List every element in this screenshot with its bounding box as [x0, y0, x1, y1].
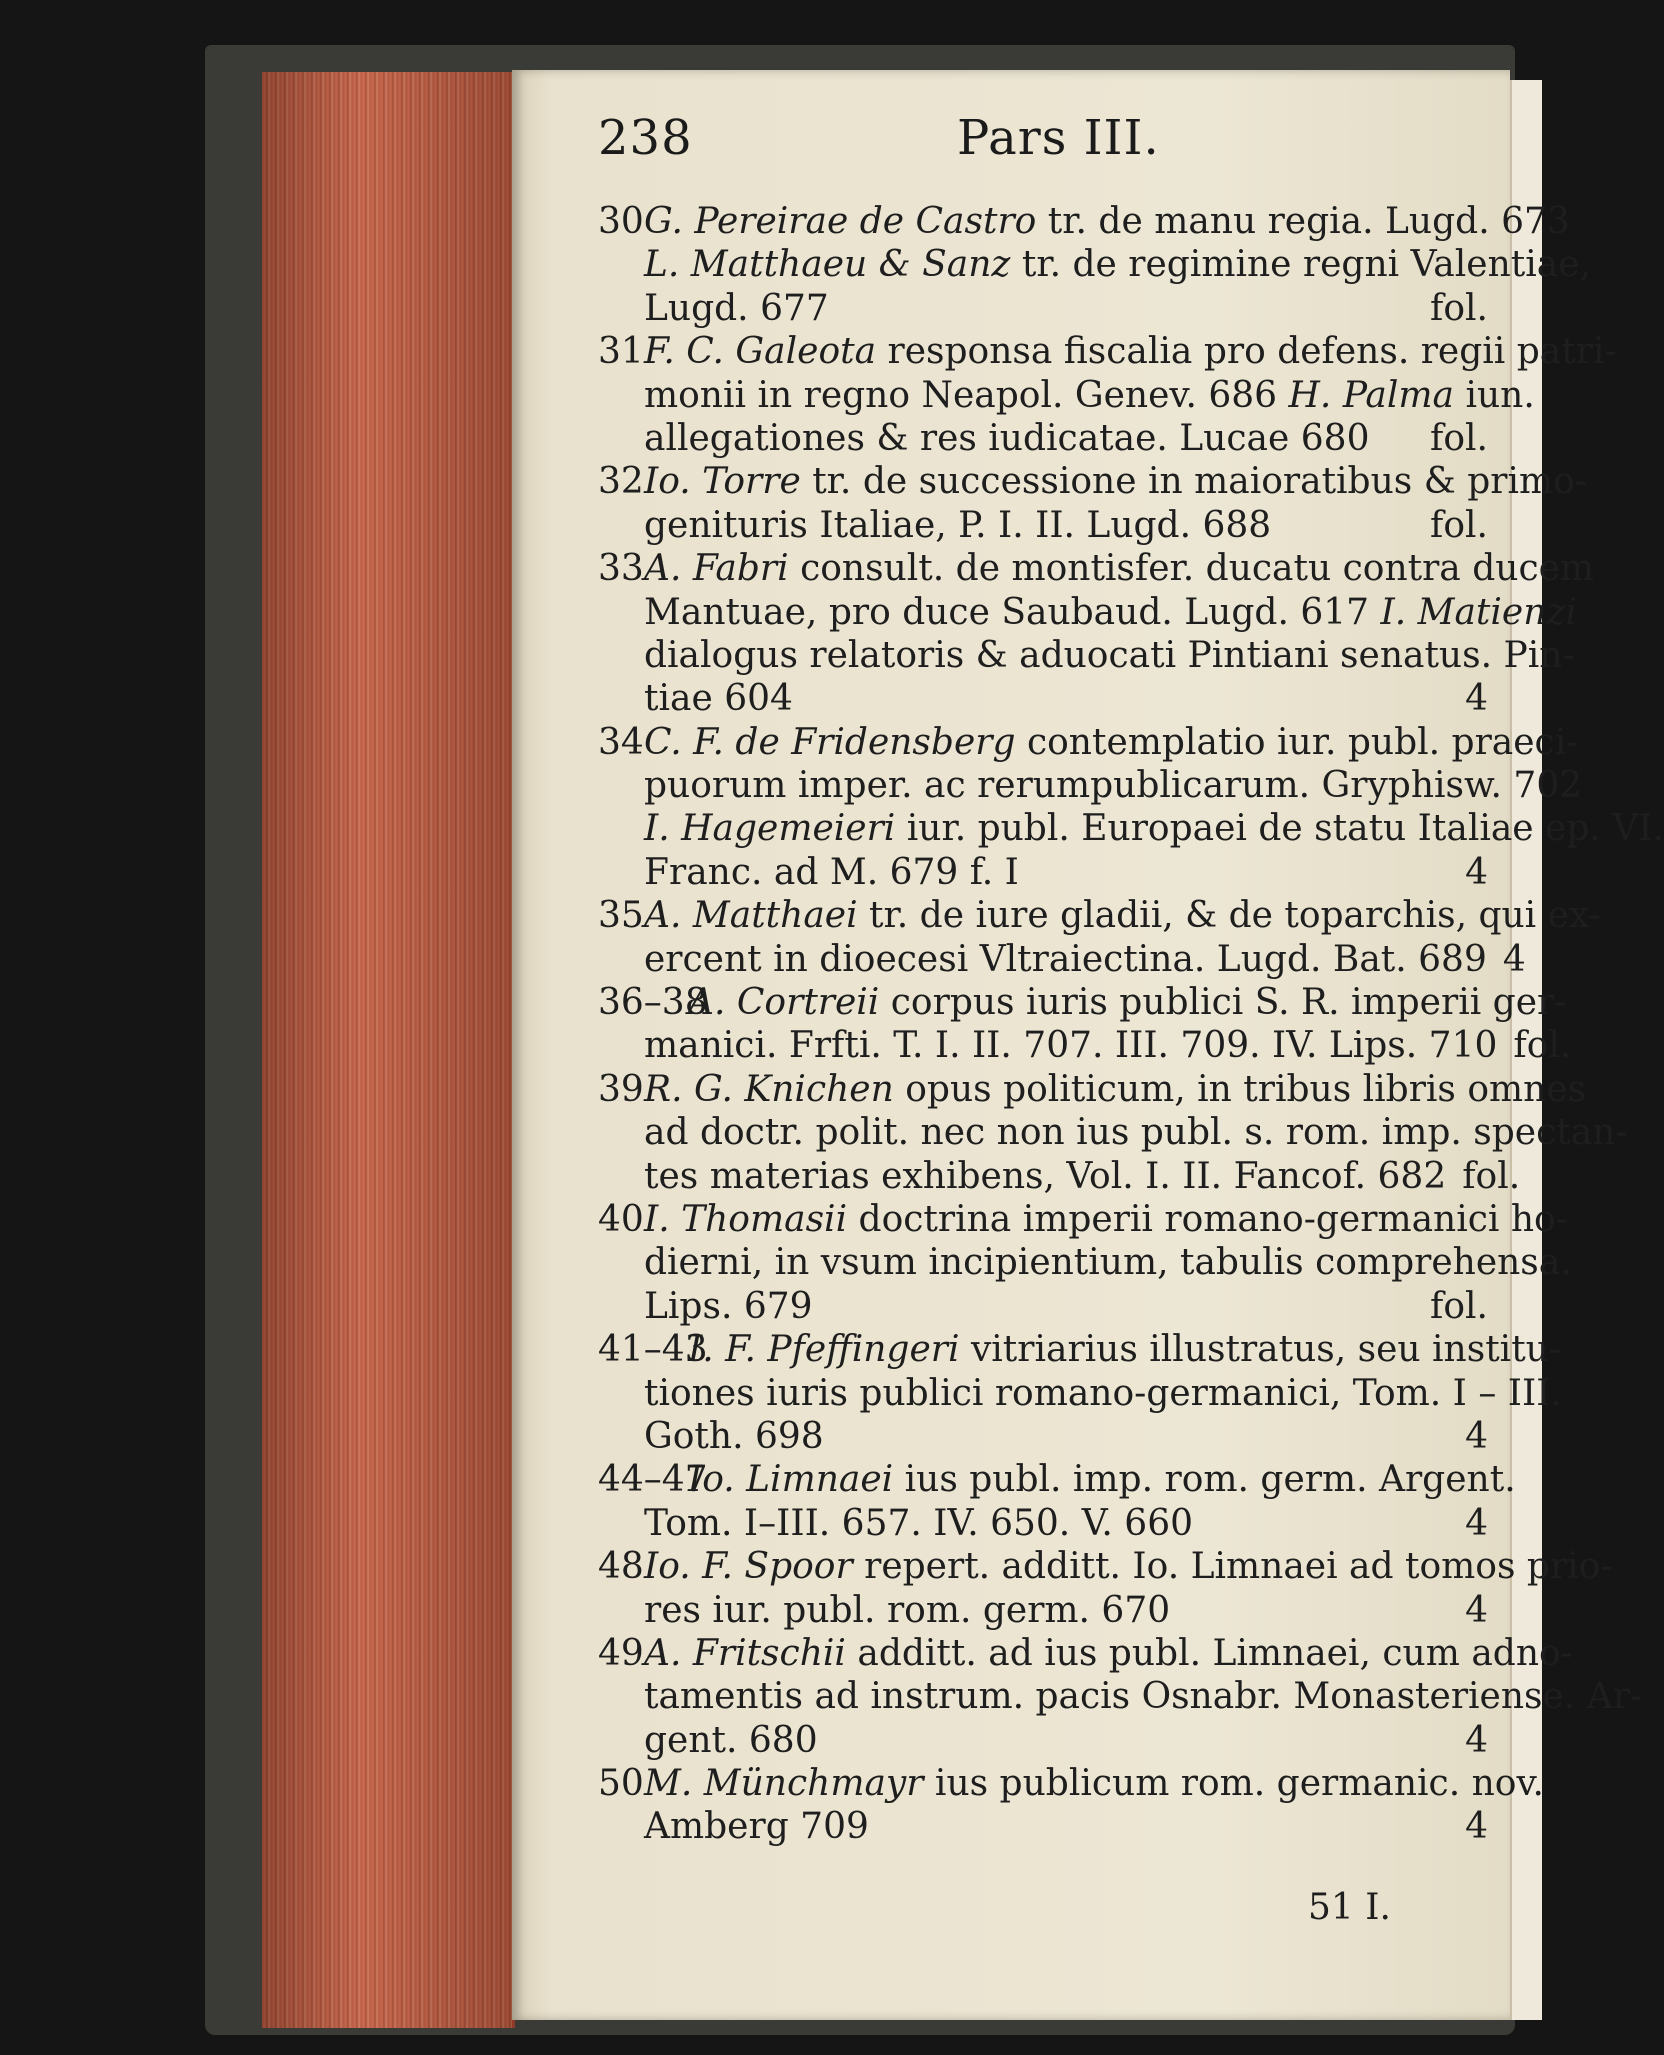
entry-line: [598, 1675, 1643, 1718]
format-label: 4: [1465, 1719, 1488, 1761]
entry-line: [598, 591, 1577, 634]
title-text: ad doctr. polit. nec non ius publ. s. rom. imp. spectan-: [644, 1112, 1628, 1154]
title-text: iur. publ. Europaei de statu Italiae ep. VI.: [895, 808, 1664, 850]
entry-number: 33: [598, 548, 644, 590]
catalog-entry: [598, 1545, 1613, 1632]
title-text: gent. 680: [644, 1719, 818, 1761]
entry-line-text: [598, 243, 1591, 286]
entry-line: [598, 1589, 1488, 1632]
entry-line: [598, 1328, 1562, 1371]
entry-line-text: [598, 1632, 1573, 1675]
catalog-entry: [598, 1198, 1572, 1328]
entry-line-text: [598, 287, 1414, 330]
entry-line: [598, 374, 1535, 417]
page-number: 238: [598, 110, 693, 166]
title-text: additt. ad ius publ. Limnaei, cum adno-: [845, 1632, 1573, 1674]
title-text: genituris Italiae, P. I. II. Lugd. 688: [644, 504, 1272, 546]
entry-line-text: [598, 764, 1582, 807]
entry-number: 36–38: [598, 982, 708, 1024]
title-text: tiones iuris publici romano-germanici, Tom. I – III.: [644, 1372, 1562, 1414]
title-text: Lugd. 677: [644, 287, 829, 329]
entry-line-text: [598, 1719, 1449, 1762]
entry-line: [598, 1805, 1488, 1848]
title-text: iun.: [1454, 374, 1535, 416]
author-name: I. Hagemeieri: [644, 808, 896, 850]
section-title: Pars III.: [957, 110, 1160, 166]
catalog-entry: [598, 460, 1587, 547]
author-name: C. F. de Fridensberg: [644, 721, 1016, 763]
catalog-entry: [598, 1632, 1643, 1762]
catalog-entry: [598, 1762, 1544, 1849]
entry-line: [598, 1068, 1587, 1111]
entry-line: [598, 1458, 1516, 1501]
title-text: dialogus relatoris & aduocati Pintiani senatus. Pin-: [644, 634, 1575, 676]
entry-line: [598, 1111, 1628, 1154]
entry-line-text: [598, 634, 1575, 677]
entry-line: [598, 894, 1601, 937]
entry-number: 30: [598, 201, 644, 242]
author-name: I. F. Pfeffingeri: [688, 1329, 960, 1371]
format-label: fol.: [1430, 287, 1488, 329]
title-text: Tom. I–III. 657. IV. 650. V. 660: [644, 1502, 1193, 1544]
entry-line-text: [598, 1589, 1449, 1632]
entry-line: [598, 1415, 1488, 1458]
title-text: Amberg 709: [644, 1806, 869, 1848]
entry-line: [598, 1241, 1572, 1284]
format-label: 4: [1502, 938, 1526, 980]
title-text: tr. de regimine regni Valentiae,: [1010, 244, 1591, 286]
entry-line: [598, 677, 1488, 720]
page-edges: [262, 72, 515, 2028]
entry-line: [598, 1024, 1572, 1067]
title-text: tr. de manu regia. Lugd. 673: [1036, 201, 1570, 242]
title-text: ius publ. imp. rom. germ. Argent.: [893, 1459, 1516, 1501]
catalog-entry: [598, 1328, 1562, 1458]
entry-line: [598, 243, 1591, 286]
title-text: allegationes & res iudicatae. Lucae 680: [644, 417, 1370, 459]
entry-line-text: [598, 330, 1617, 373]
title-text: responsa fiscalia pro defens. regii patri-: [876, 331, 1617, 373]
format-label: fol.: [1430, 504, 1488, 546]
entry-line-text: [598, 981, 1566, 1024]
entry-line-text: [598, 938, 1487, 981]
title-text: tr. de successione in maioratibus & primo-: [800, 461, 1587, 503]
entry-line-text: [598, 1502, 1449, 1545]
catalog-entries: [598, 200, 1664, 1849]
entry-number: 31: [598, 331, 644, 373]
entry-line-text: [598, 1285, 1414, 1328]
entry-line: [598, 1155, 1521, 1198]
title-text: tiae 604: [644, 678, 793, 720]
catalog-entry: [598, 894, 1601, 981]
entry-line: [598, 938, 1526, 981]
entry-line-text: [598, 1328, 1561, 1371]
entry-line-text: [598, 1068, 1586, 1111]
title-text: consult. de montisfer. ducatu contra ducem: [788, 548, 1595, 590]
entry-line-text: [598, 677, 1449, 720]
author-name: A. Cortreii: [688, 982, 880, 1024]
entry-line-text: [598, 504, 1414, 547]
title-text: contemplatio iur. publ. praeci-: [1015, 721, 1579, 763]
entry-line-text: [598, 460, 1587, 503]
entry-line: [598, 981, 1567, 1024]
entry-line: [598, 1762, 1544, 1805]
catalog-entry: [598, 330, 1617, 460]
entry-line: [598, 1502, 1488, 1545]
entry-line-text: [598, 1241, 1572, 1284]
format-label: 4: [1465, 1415, 1488, 1457]
entry-line: [598, 1285, 1488, 1328]
running-header: [512, 110, 1510, 180]
entry-line: [598, 547, 1595, 590]
entry-number: 49: [598, 1632, 644, 1674]
format-label: fol.: [1462, 1155, 1521, 1197]
entry-line-text: [598, 591, 1577, 634]
author-name: A. Fritschii: [644, 1632, 846, 1674]
author-name: R. G. Knichen: [644, 1068, 894, 1110]
entry-number: 35: [598, 895, 644, 937]
author-name: G. Pereirae de Castro: [644, 201, 1037, 242]
entry-line-text: [598, 807, 1664, 850]
entry-line: [598, 721, 1579, 764]
format-label: 4: [1465, 1502, 1488, 1544]
entry-line: [598, 1632, 1573, 1675]
author-name: A. Matthaei: [644, 895, 858, 937]
title-text: Goth. 698: [644, 1415, 824, 1457]
format-label: fol.: [1430, 1285, 1488, 1327]
catchword: 51 I.: [1308, 1887, 1391, 1928]
author-name: L. Matthaeu & Sanz: [644, 244, 1011, 286]
entry-line-text: [598, 1545, 1612, 1588]
title-text: ercent in dioecesi Vltraiectina. Lugd. Bat. 689: [644, 938, 1487, 980]
entry-line: [598, 634, 1575, 677]
entry-line-text: [598, 894, 1601, 937]
title-text: repert. additt. Io. Limnaei ad tomos prio-: [852, 1546, 1613, 1588]
title-text: manici. Frfti. T. I. II. 707. III. 709. IV. Lips. 710: [644, 1025, 1498, 1067]
entry-line: [598, 807, 1664, 850]
entry-number: 48: [598, 1546, 644, 1588]
entry-line-text: [598, 1024, 1497, 1067]
entry-line-text: [598, 721, 1578, 764]
entry-line-text: [598, 1458, 1516, 1501]
title-text: tr. de iure gladii, & de toparchis, qui ex-: [857, 895, 1601, 937]
format-label: fol.: [1430, 417, 1488, 459]
title-text: corpus iuris publici S. R. imperii ger-: [879, 982, 1567, 1024]
catalog-entry: [598, 1068, 1628, 1198]
book-page: [512, 70, 1664, 2020]
author-name: H. Palma: [1288, 374, 1454, 416]
author-name: I. Thomasii: [644, 1198, 848, 1240]
title-text: Mantuae, pro duce Saubaud. Lugd. 617: [644, 591, 1381, 633]
entry-line-text: [598, 851, 1449, 894]
entry-line: [598, 1545, 1613, 1588]
title-text: tamentis ad instrum. pacis Osnabr. Monasteriense. Ar-: [644, 1676, 1643, 1718]
entry-number: 34: [598, 721, 644, 763]
entry-line: [598, 287, 1488, 330]
entry-number: 44–47: [598, 1459, 708, 1501]
title-text: vitriarius illustratus, seu institu-: [959, 1329, 1562, 1371]
title-text: tes materias exhibens, Vol. I. II. Fancof. 682: [644, 1155, 1447, 1197]
title-text: Franc. ad M. 679 f. I: [644, 851, 1019, 893]
catalog-entry: [598, 721, 1664, 895]
title-text: Lips. 679: [644, 1285, 813, 1327]
entry-line-text: [598, 374, 1535, 417]
format-label: 4: [1465, 851, 1488, 893]
title-text: dierni, in vsum incipientium, tabulis comprehensa.: [644, 1242, 1572, 1284]
author-name: Io. F. Spoor: [644, 1546, 853, 1588]
entry-line: [598, 1198, 1568, 1241]
entry-line-text: [598, 1415, 1449, 1458]
entry-line: [598, 417, 1488, 460]
format-label: 4: [1465, 1806, 1488, 1848]
entry-line: [598, 764, 1583, 807]
author-name: A. Fabri: [644, 548, 789, 590]
entry-line-text: [598, 1762, 1544, 1805]
entry-line: [598, 330, 1617, 373]
entry-line: [598, 200, 1570, 243]
catalog-entry: [598, 981, 1572, 1068]
title-text: doctrina imperii romano-germanici ho-: [847, 1198, 1568, 1240]
author-name: M. Münchmayr: [644, 1763, 924, 1805]
author-name: Io. Limnaei: [688, 1459, 894, 1501]
title-text: ius publicum rom. germanic. nov.: [923, 1763, 1544, 1805]
entry-line: [598, 1372, 1562, 1415]
entry-line-text: [598, 200, 1570, 243]
entry-line: [598, 460, 1587, 503]
author-name: Io. Torre: [644, 461, 801, 503]
title-text: opus politicum, in tribus libris omnes: [893, 1068, 1587, 1110]
entry-line-text: [598, 547, 1594, 590]
entry-line-text: [598, 1155, 1446, 1198]
entry-line-text: [598, 1372, 1562, 1415]
format-label: 4: [1465, 678, 1488, 720]
entry-line: [598, 504, 1488, 547]
entry-line: [598, 851, 1488, 894]
entry-number: 32: [598, 461, 644, 503]
title-text: res iur. publ. rom. germ. 670: [644, 1589, 1171, 1631]
title-text: puorum imper. ac rerumpublicarum. Gryphisw. 702: [644, 765, 1583, 807]
catalog-entry: [598, 1458, 1516, 1545]
title-text: monii in regno Neapol. Genev. 686: [644, 374, 1289, 416]
entry-line-text: [598, 1675, 1642, 1718]
entry-number: 50: [598, 1763, 644, 1805]
entry-line-text: [598, 1198, 1568, 1241]
entry-number: 41–43: [598, 1329, 708, 1371]
catalog-entry: [598, 200, 1591, 330]
entry-number: 40: [598, 1198, 644, 1240]
entry-line-text: [598, 417, 1414, 460]
format-label: fol.: [1513, 1025, 1572, 1067]
catalog-entry: [598, 547, 1595, 721]
author-name: I. Matienzi: [1380, 591, 1577, 633]
format-label: 4: [1465, 1589, 1488, 1631]
entry-line-text: [598, 1805, 1449, 1848]
entry-line: [598, 1719, 1488, 1762]
author-name: F. C. Galeota: [644, 331, 877, 373]
entry-line-text: [598, 1111, 1628, 1154]
entry-number: 39: [598, 1068, 644, 1110]
